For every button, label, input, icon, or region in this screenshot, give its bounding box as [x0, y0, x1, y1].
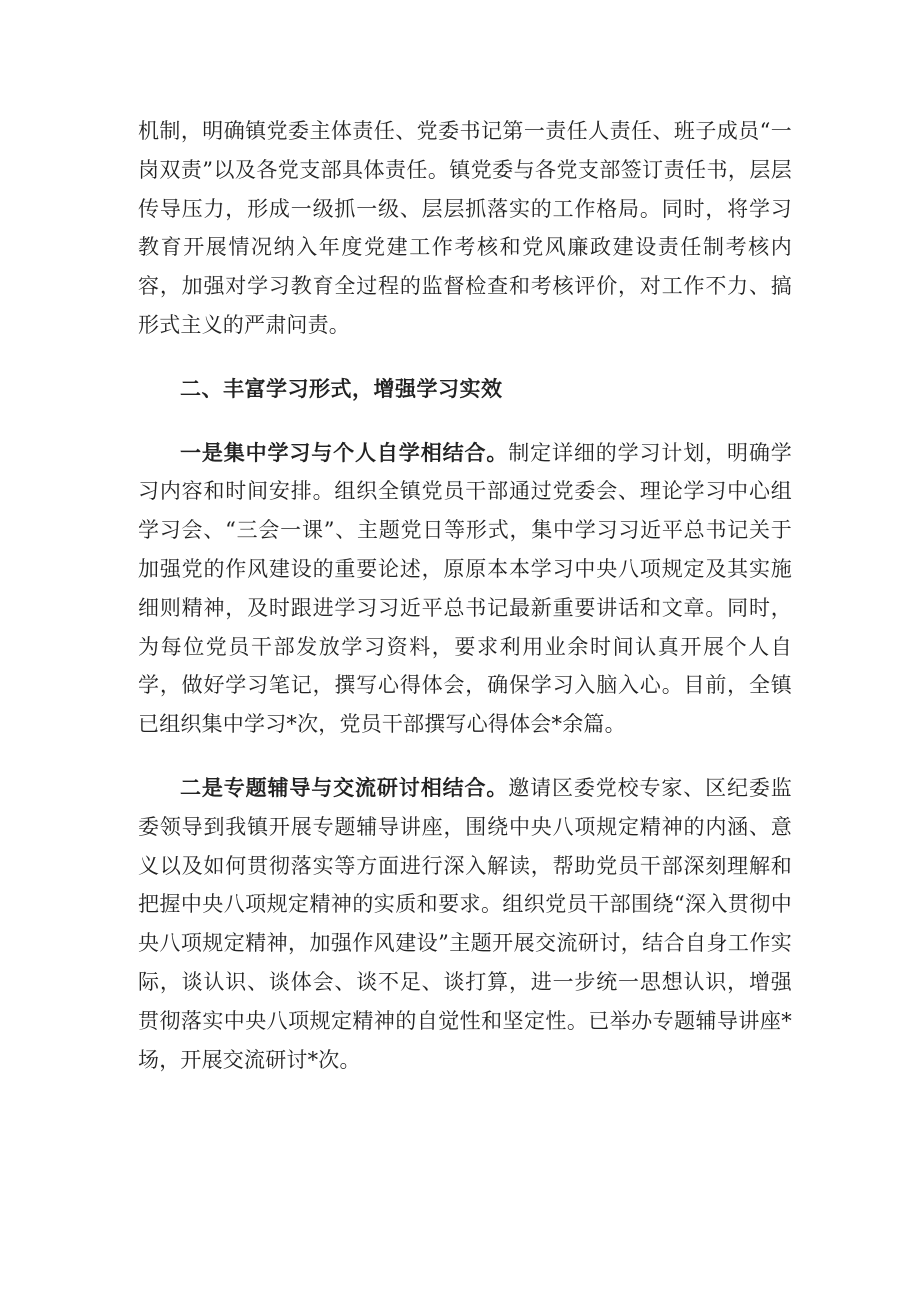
- paragraph-2: [138, 769, 792, 1079]
- paragraph-text: 机制，明确镇党委主体责任、党委书记第一责任人责任、班子成员“一岗双责”以及各党支部具体责任。镇党委与各党支部签订责任书，层层传导压力，形成一级抓一级、层层抓落实的工作格局。同时，将学习教育开展情况纳入年度党建工作考核和党风廉政建设责任制考核内容，加强对学习教育全过程的监督检查和考核评价，对工作不力、搞形式主义的严肃问责。: [138, 119, 792, 337]
- section-heading: 二、丰富学习形式，增强学习实效: [180, 375, 503, 401]
- paragraph-text: 邀请区委党校专家、区纪委监委领导到我镇开展专题辅导讲座，围绕中央八项规定精神的内涵、意义以及如何贯彻落实等方面进行深入解读，帮助党员干部深刻理解和把握中央八项规定精神的实质和要求。组织党员干部围绕“深入贯彻中央八项规定精神，加强作风建设”主题开展交流研讨，结合自身工作实际，谈认识、谈体会、谈不足、谈打算，进一步统一思想认识，增强贯彻落实中央八项规定精神的自觉性和坚定性。已举办专题辅导讲座*场，开展交流研讨*次。: [138, 775, 792, 1072]
- paragraph-gap: [138, 409, 792, 434]
- paragraph-text: 制定详细的学习计划，明确学习内容和时间安排。组织全镇党员干部通过党委会、理论学习中心组学习会、“三会一课”、主题党日等形式，集中学习习近平总书记关于加强党的作风建设的重要论述，原原本本学习中央八项规定及其实施细则精神，及时跟进学习习近平总书记最新重要讲话和文章。同时，为每位党员干部发放学习资料，要求利用业余时间认真开展个人自学，做好学习笔记，撰写心得体会，确保学习入脑入心。目前，全镇已组织集中学习*次，党员干部撰写心得体会*余篇。: [138, 440, 792, 737]
- paragraph-continuation: [138, 112, 792, 345]
- paragraph-lead: 一是集中学习与个人自学相结合。: [180, 439, 509, 465]
- paragraph-1: [138, 434, 792, 744]
- paragraph-gap: [138, 744, 792, 769]
- paragraph-gap: [138, 345, 792, 370]
- paragraph-lead: 二是专题辅导与交流研讨相结合。: [180, 774, 509, 800]
